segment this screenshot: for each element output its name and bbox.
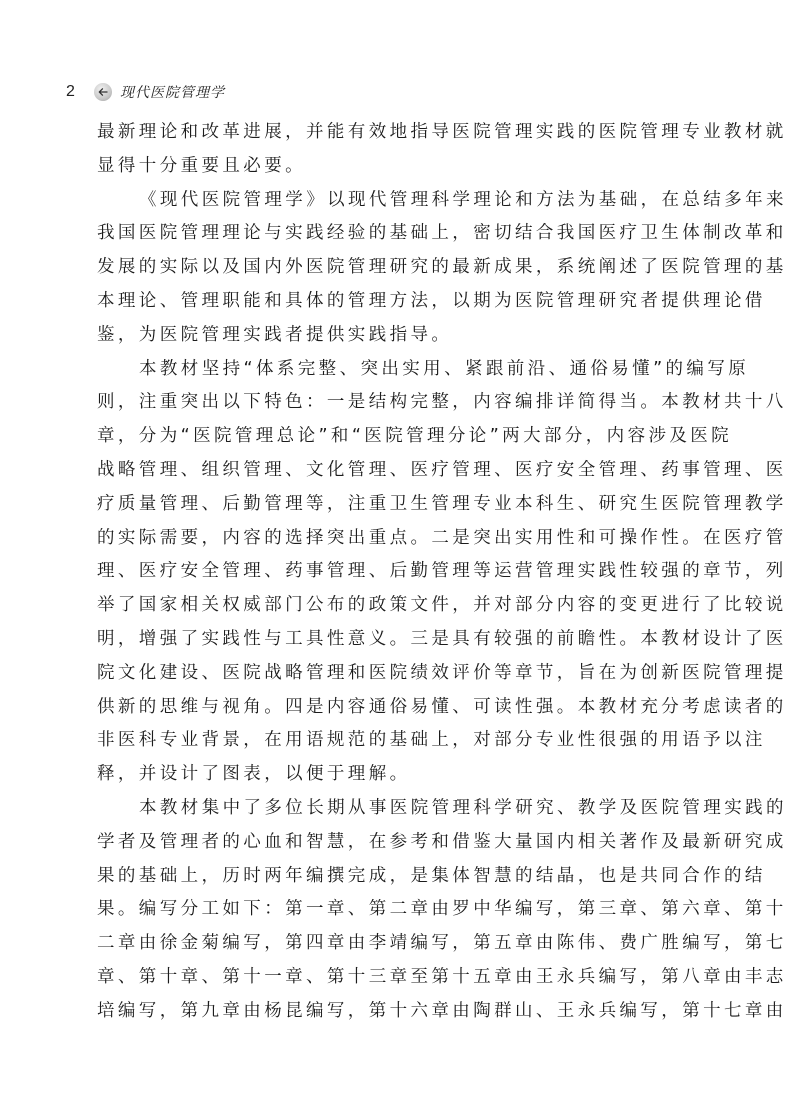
- text-line: 学者及管理者的心血和智慧，在参考和借鉴大量国内相关著作及最新研究成: [97, 831, 787, 852]
- text-line: 举了国家相关权威部门公布的政策文件，并对部分内容的变更进行了比较说: [97, 595, 787, 616]
- text-line: 供新的思维与视角。四是内容通俗易懂、可读性强。本教材充分考虑读者的: [97, 696, 787, 717]
- text-line: 果。编写分工如下：第一章、第二章由罗中华编写，第三章、第六章、第十: [97, 899, 787, 920]
- text-line: 培编写，第九章由杨昆编写，第十六章由陶群山、王永兵编写，第十七章由: [97, 1000, 787, 1021]
- text-line: 显得十分重要且必要。: [97, 155, 306, 176]
- back-arrow-icon: [94, 83, 112, 101]
- text-line: 非医科专业背景，在用语规范的基础上，对部分专业性很强的用语予以注: [97, 730, 766, 751]
- page-number: 2: [66, 83, 75, 100]
- text-line: 理、医疗安全管理、药事管理、后勤管理等运营管理实践性较强的章节，列: [97, 561, 787, 582]
- text-line: 明，增强了实践性与工具性意义。三是具有较强的前瞻性。本教材设计了医: [97, 628, 787, 649]
- body-text: [97, 116, 787, 1029]
- text-line: 章、第十章、第十一章、第十三章至第十五章由王永兵编写，第八章由丰志: [97, 966, 787, 987]
- text-line: 最新理论和改革进展，并能有效地指导医院管理实践的医院管理专业教材就: [97, 122, 787, 142]
- text-line: 本教材坚持“体系完整、突出实用、紧跟前沿、通俗易懂”的编写原: [139, 358, 750, 379]
- text-line: 释，并设计了图表，以便于理解。: [97, 764, 411, 785]
- page-header: [66, 80, 225, 104]
- text-line: 二章由徐金菊编写，第四章由李靖编写，第五章由陈伟、费广胜编写，第七: [97, 933, 787, 954]
- text-line: 疗质量管理、后勤管理等，注重卫生管理专业本科生、研究生医院管理教学: [97, 493, 787, 514]
- text-line: 则，注重突出以下特色：一是结构完整，内容编排详简得当。本教材共十八: [97, 392, 787, 413]
- text-line: 本理论、管理职能和具体的管理方法，以期为医院管理研究者提供理论借: [97, 290, 766, 311]
- text-line: 发展的实际以及国内外医院管理研究的最新成果，系统阐述了医院管理的基: [97, 257, 787, 278]
- text-line: 《现代医院管理学》以现代管理科学理论和方法为基础，在总结多年来: [139, 189, 787, 210]
- running-title: 现代医院管理学: [120, 85, 225, 101]
- text-line: 本教材集中了多位长期从事医院管理科学研究、教学及医院管理实践的: [139, 797, 787, 818]
- text-line: 果的基础上，历时两年编撰完成，是集体智慧的结晶，也是共同合作的结: [97, 865, 766, 886]
- text-line: 战略管理、组织管理、文化管理、医疗管理、医疗安全管理、药事管理、医: [97, 459, 787, 480]
- text-line: 院文化建设、医院战略管理和医院绩效评价等章节，旨在为创新医院管理提: [97, 662, 787, 683]
- text-line: 的实际需要，内容的选择突出重点。二是突出实用性和可操作性。在医疗管: [97, 527, 787, 548]
- text-line: 章，分为“医院管理总论”和“医院管理分论”两大部分，内容涉及医院: [97, 426, 733, 447]
- text-line: 我国医院管理理论与实践经验的基础上，密切结合我国医疗卫生体制改革和: [97, 223, 787, 244]
- text-line: 鉴，为医院管理实践者提供实践指导。: [97, 324, 453, 345]
